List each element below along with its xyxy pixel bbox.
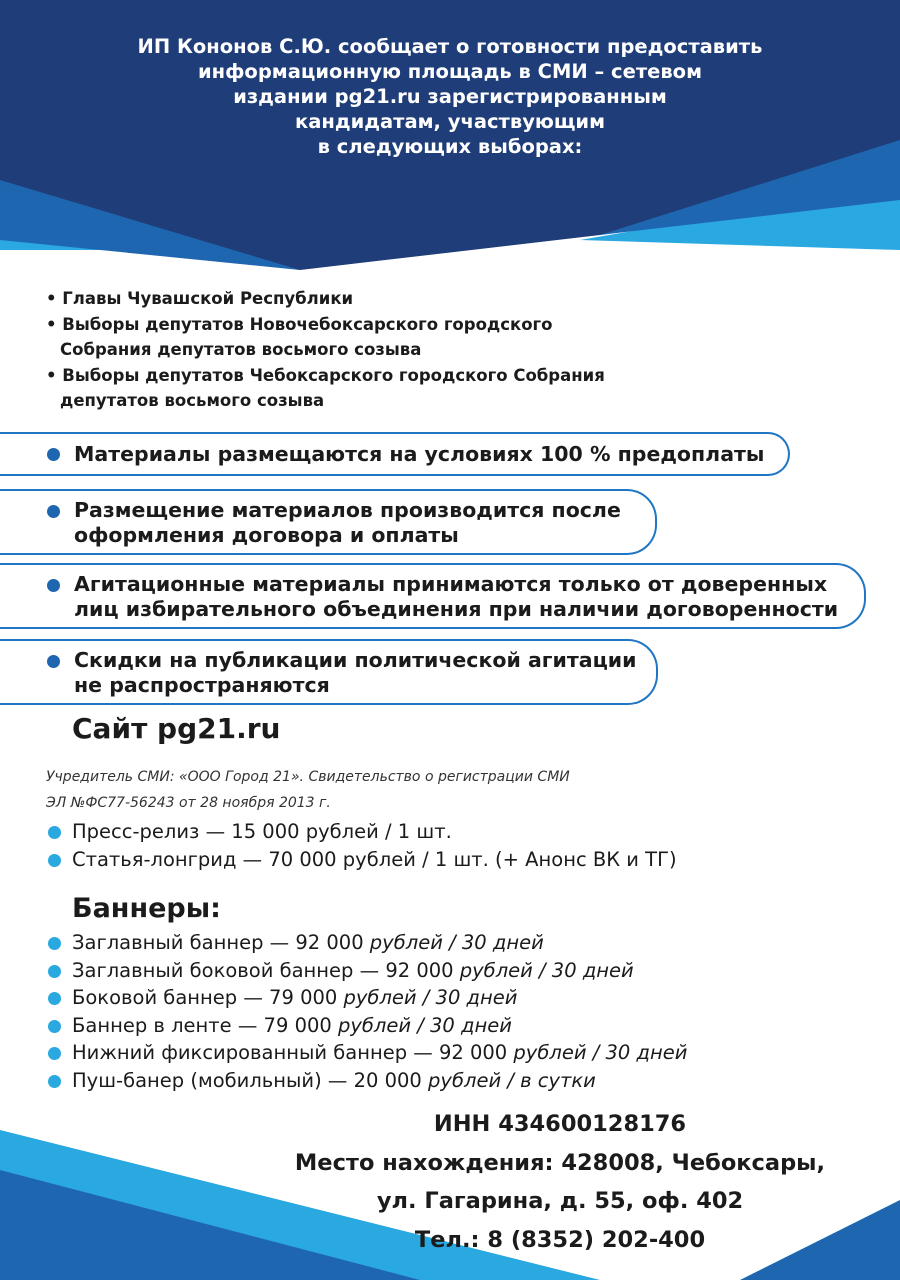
bullet-dot-icon [47, 448, 60, 461]
price-item [46, 846, 677, 874]
banner-item-period: рублей / 30 дней [343, 986, 518, 1009]
condition-text [74, 442, 764, 467]
banner-item-text: Заглавный боковой баннер — 92 000 [72, 958, 460, 982]
banner-item [46, 1039, 687, 1067]
address-line: Место нахождения: 428008, Чебоксары, [294, 1149, 826, 1176]
banner-item-period: рублей / 30 дней [459, 958, 634, 982]
banner-price-list [46, 929, 687, 1094]
condition-line: Размещение материалов производится после [74, 498, 621, 522]
banner-item-period: рублей / 30 дней [337, 1013, 512, 1037]
condition-text [74, 648, 637, 698]
bullet-dot-icon [48, 937, 61, 950]
condition-line: Агитационные материалы принимаются только от доверенных [74, 572, 828, 596]
banner-item-period: рублей / 30 дней [369, 931, 544, 954]
header-line: информационную площадь в СМИ – сетевом [197, 60, 703, 83]
condition-discounts [0, 639, 658, 705]
bullet-dot-icon [48, 1075, 61, 1088]
banner-item-text: Нижний фиксированный баннер — 92 000 [72, 1041, 514, 1064]
bullet-dot-icon [47, 505, 60, 518]
header-line: кандидатам, участвующим [294, 110, 606, 133]
phone: Тел.: 8 (8352) 202-400 [414, 1226, 706, 1253]
banner-item-period: рублей / в сутки [428, 1068, 596, 1092]
address-line: ул. Гагарина, д. 55, оф. 402 [376, 1188, 744, 1214]
bullet-dot-icon [48, 1047, 61, 1060]
banner-item [46, 957, 687, 985]
bullet-dot-icon [47, 579, 60, 592]
election-item-text-cont: депутатов восьмого созыва [60, 391, 325, 410]
banner-item [46, 1012, 687, 1040]
banner-item-text: Заглавный баннер — 92 000 [72, 931, 370, 954]
header-line: в следующих выборах: [317, 135, 583, 158]
elections-list [46, 286, 605, 414]
contact-info [240, 1105, 880, 1259]
founder-info [46, 765, 570, 816]
election-item [46, 363, 605, 414]
banner-item-text: Пуш-банер (мобильный) — 20 000 [72, 1068, 429, 1092]
bullet-dot-icon [48, 992, 61, 1005]
condition-agitation [0, 563, 866, 629]
bullet-dot-icon [48, 854, 61, 867]
condition-text [74, 572, 838, 622]
founder-line: Учредитель СМИ: «ООО Город 21». Свидетельство о регистрации СМИ [46, 769, 570, 785]
founder-line: ЭЛ №ФС77-56243 от 28 ноября 2013 г. [46, 794, 331, 811]
price-item-text: Статья-лонгрид — 70 000 рублей / 1 шт. (+ Анонс ВК и ТГ) [72, 847, 677, 871]
condition-prepayment [0, 432, 790, 476]
inn: ИНН 434600128176 [433, 1111, 687, 1137]
banner-item-period: рублей / 30 дней [513, 1041, 688, 1064]
bullet-dot-icon [48, 965, 61, 978]
header-line: ИП Кононов С.Ю. сообщает о готовности предоставить [137, 35, 763, 58]
price-item-text: Пресс-релиз — 15 000 рублей / 1 шт. [72, 820, 452, 843]
banner-item-text: Боковой баннер — 79 000 [72, 986, 344, 1009]
condition-line: Материалы размещаются на условиях 100 % предоплаты [74, 442, 765, 466]
banner-item [46, 929, 687, 957]
condition-line: Скидки на публикации политической агитации [74, 648, 637, 672]
header-announcement [40, 34, 860, 159]
header-line: издании pg21.ru зарегистрированным [233, 85, 667, 108]
election-item [46, 312, 605, 363]
bullet-dot-icon [48, 826, 61, 839]
election-item-text: • Главы Чувашской Республики [46, 289, 354, 308]
banner-item-text: Баннер в ленте — 79 000 [72, 1013, 338, 1037]
condition-line: оформления договора и оплаты [74, 523, 459, 547]
condition-line: не распространяются [74, 673, 330, 697]
bullet-dot-icon [47, 655, 60, 668]
election-item-text-cont: Собрания депутатов восьмого созыва [60, 340, 422, 359]
banner-item [46, 1067, 687, 1095]
election-item [46, 286, 605, 312]
condition-line: лиц избирательного объединения при наличии договоренности [74, 597, 839, 621]
condition-text [74, 498, 621, 548]
price-item [46, 818, 677, 846]
bullet-dot-icon [48, 1020, 61, 1033]
banners-title: Баннеры: [72, 893, 221, 924]
election-item-text: • Выборы депутатов Чебоксарского городского Собрания [46, 365, 605, 385]
site-title: Сайт pg21.ru [72, 712, 281, 745]
condition-contract [0, 489, 657, 555]
election-item-text: • Выборы депутатов Новочебоксарского городского [46, 314, 553, 334]
banner-item [46, 984, 687, 1012]
publication-price-list [46, 818, 677, 873]
